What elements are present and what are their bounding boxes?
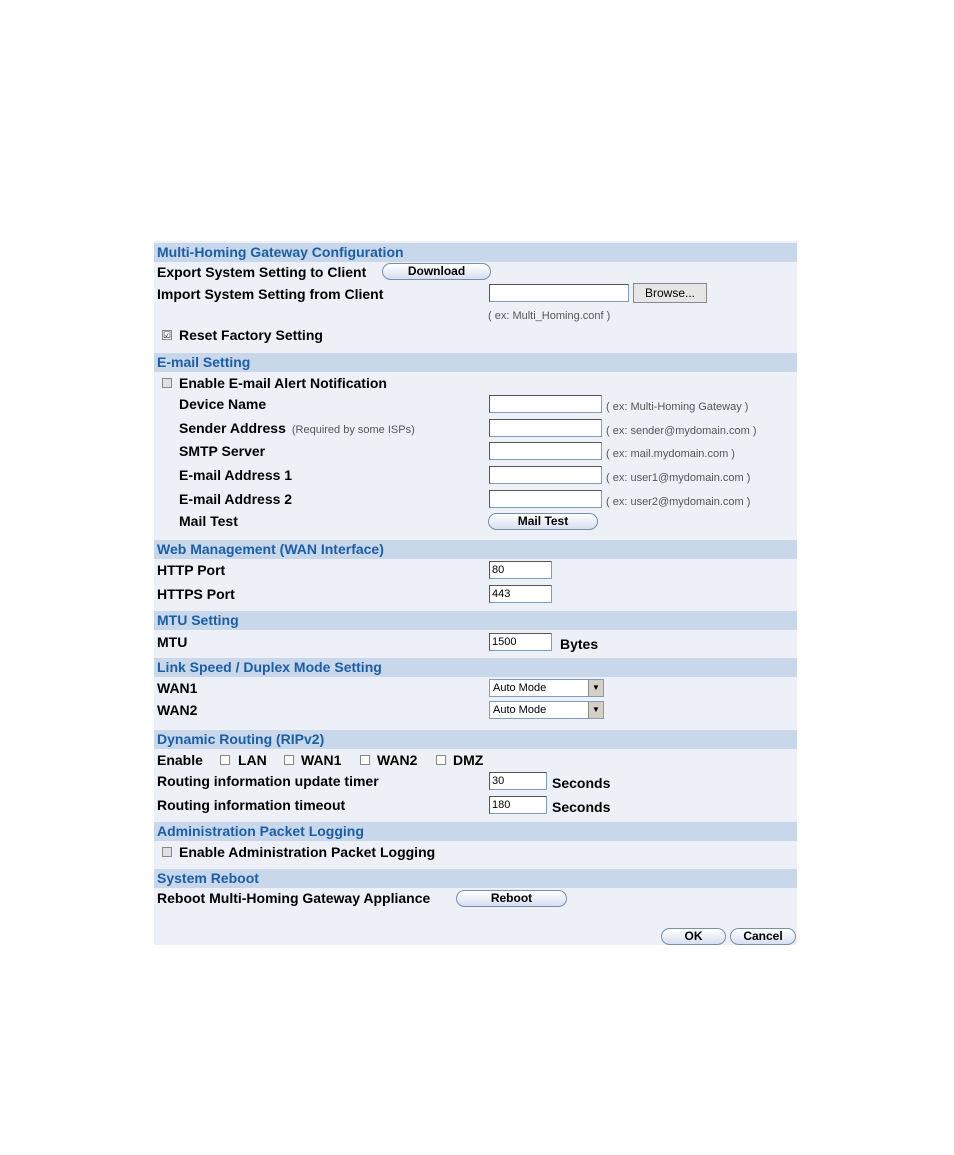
email-address-1-example: ( ex: user1@mydomain.com ) bbox=[606, 472, 751, 484]
email-address-1-input[interactable] bbox=[489, 466, 602, 484]
routing-wan1-checkbox[interactable] bbox=[284, 755, 294, 765]
sender-address-label: Sender Address (Required by some ISPs) bbox=[179, 420, 415, 436]
email-address-2-input[interactable] bbox=[489, 490, 602, 508]
section-header-routing: Dynamic Routing (RIPv2) bbox=[154, 730, 797, 749]
reboot-label: Reboot Multi-Homing Gateway Appliance bbox=[157, 890, 431, 906]
routing-timeout-unit: Seconds bbox=[552, 799, 611, 815]
routing-dmz-label: DMZ bbox=[453, 752, 484, 768]
link-wan1-label: WAN1 bbox=[157, 680, 198, 696]
http-port-input[interactable]: 80 bbox=[489, 561, 552, 579]
sender-address-input[interactable] bbox=[489, 419, 602, 437]
chevron-down-icon: ▼ bbox=[588, 680, 603, 696]
smtp-server-label: SMTP Server bbox=[179, 443, 266, 459]
mtu-label: MTU bbox=[157, 634, 188, 650]
section-header-mtu: MTU Setting bbox=[154, 611, 797, 630]
sender-address-example: ( ex: sender@mydomain.com ) bbox=[606, 425, 757, 437]
packet-logging-checkbox[interactable] bbox=[162, 847, 172, 857]
device-name-input[interactable] bbox=[489, 395, 602, 413]
sender-address-note: (Required by some ISPs) bbox=[291, 424, 415, 436]
section-header-email: E-mail Setting bbox=[154, 353, 797, 372]
export-label: Export System Setting to Client bbox=[157, 264, 367, 280]
email-address-2-label: E-mail Address 2 bbox=[179, 491, 293, 507]
reboot-button[interactable]: Reboot bbox=[456, 890, 567, 907]
device-name-example: ( ex: Multi-Homing Gateway ) bbox=[606, 401, 749, 413]
email-address-2-example: ( ex: user2@mydomain.com ) bbox=[606, 496, 751, 508]
chevron-down-icon: ▼ bbox=[588, 702, 603, 718]
section-header-web: Web Management (WAN Interface) bbox=[154, 540, 797, 559]
routing-lan-label: LAN bbox=[238, 752, 267, 768]
ok-button[interactable]: OK bbox=[661, 928, 726, 945]
packet-logging-label: Enable Administration Packet Logging bbox=[179, 844, 436, 860]
routing-timeout-input[interactable]: 180 bbox=[489, 796, 547, 814]
device-name-label: Device Name bbox=[179, 396, 267, 412]
routing-lan-checkbox[interactable] bbox=[220, 755, 230, 765]
reset-factory-label: Reset Factory Setting bbox=[179, 327, 323, 343]
routing-dmz-checkbox[interactable] bbox=[436, 755, 446, 765]
settings-panel bbox=[154, 241, 797, 945]
import-file-input[interactable] bbox=[489, 284, 629, 302]
import-label: Import System Setting from Client bbox=[157, 286, 384, 302]
link-wan2-label: WAN2 bbox=[157, 702, 198, 718]
https-port-input[interactable]: 443 bbox=[489, 585, 552, 603]
link-wan1-select[interactable]: Auto Mode ▼ bbox=[489, 679, 604, 697]
https-port-label: HTTPS Port bbox=[157, 586, 235, 602]
routing-wan1-label: WAN1 bbox=[301, 752, 342, 768]
smtp-server-example: ( ex: mail.mydomain.com ) bbox=[606, 448, 735, 460]
import-example: ( ex: Multi_Homing.conf ) bbox=[488, 310, 611, 322]
section-header-logging: Administration Packet Logging bbox=[154, 822, 797, 841]
mail-test-label: Mail Test bbox=[179, 513, 238, 529]
mtu-input[interactable]: 1500 bbox=[489, 633, 552, 651]
section-header-reboot: System Reboot bbox=[154, 869, 797, 888]
email-address-1-label: E-mail Address 1 bbox=[179, 467, 293, 483]
reset-factory-checkbox[interactable]: ☑ bbox=[163, 330, 172, 340]
routing-update-input[interactable]: 30 bbox=[489, 772, 547, 790]
smtp-server-input[interactable] bbox=[489, 442, 602, 460]
section-header-gateway: Multi-Homing Gateway Configuration bbox=[154, 243, 797, 262]
enable-email-alert-label: Enable E-mail Alert Notification bbox=[179, 375, 387, 391]
mail-test-button[interactable]: Mail Test bbox=[488, 513, 598, 530]
download-button[interactable]: Download bbox=[382, 263, 491, 280]
routing-enable-label: Enable bbox=[157, 752, 203, 768]
link-wan2-select[interactable]: Auto Mode ▼ bbox=[489, 701, 604, 719]
mtu-unit: Bytes bbox=[560, 636, 599, 652]
http-port-label: HTTP Port bbox=[157, 562, 226, 578]
browse-button[interactable]: Browse... bbox=[633, 283, 707, 303]
routing-wan2-label: WAN2 bbox=[377, 752, 418, 768]
routing-timeout-label: Routing information timeout bbox=[157, 797, 346, 813]
section-header-link: Link Speed / Duplex Mode Setting bbox=[154, 658, 797, 677]
routing-update-label: Routing information update timer bbox=[157, 773, 379, 789]
enable-email-alert-checkbox[interactable] bbox=[162, 378, 172, 388]
cancel-button[interactable]: Cancel bbox=[730, 928, 796, 945]
routing-wan2-checkbox[interactable] bbox=[360, 755, 370, 765]
routing-update-unit: Seconds bbox=[552, 775, 611, 791]
